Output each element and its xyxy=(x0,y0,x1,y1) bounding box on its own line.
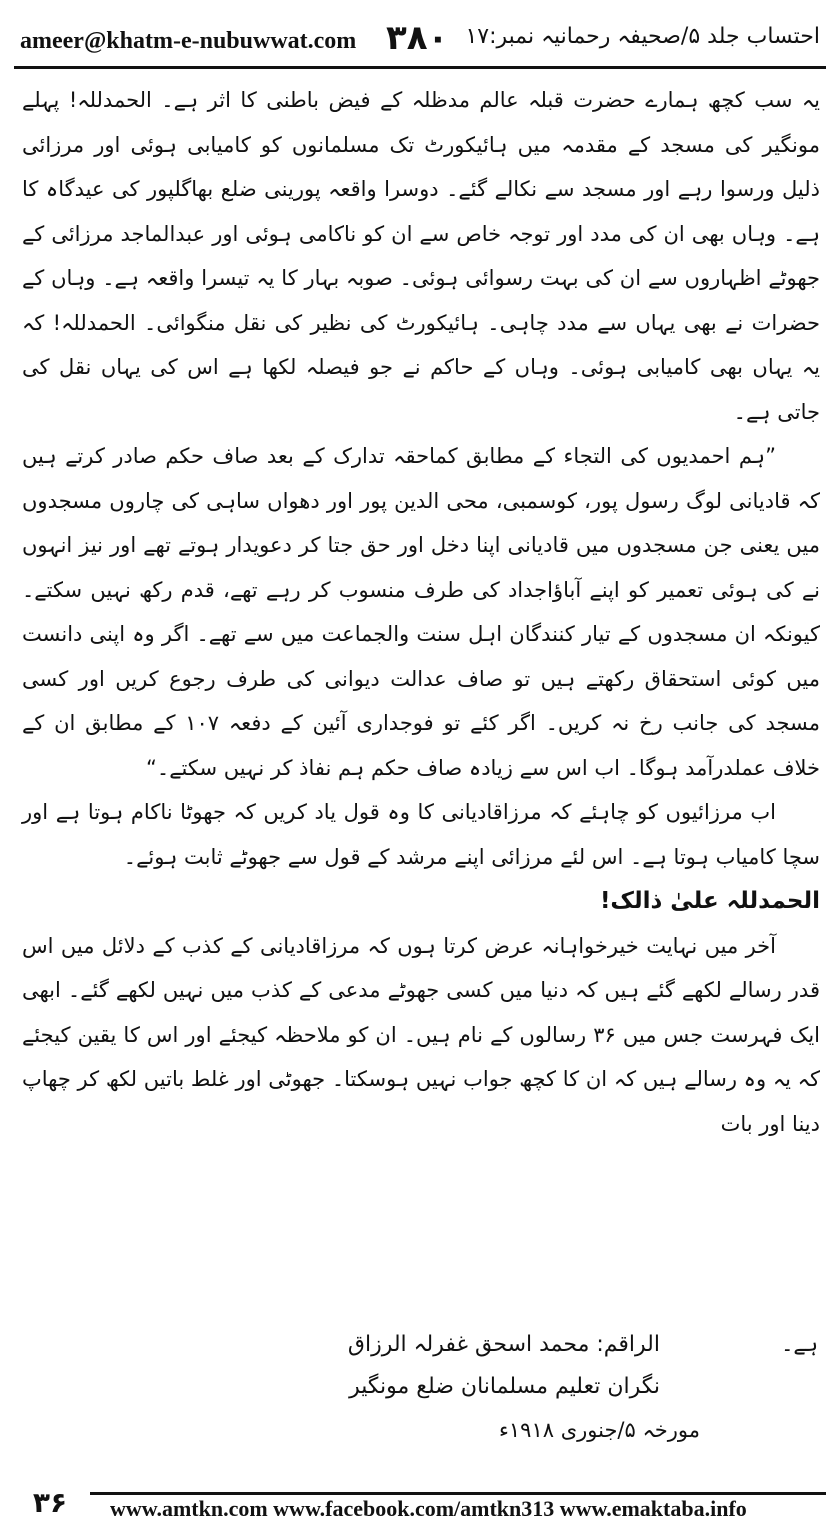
paragraph-1: یہ سب کچھ ہمارے حضرت قبلہ عالم مدظلہ کے فیض باطنی کا اثر ہے۔ الحمدللہ! پہلے مونگیر کی مسجد کے مقدمہ میں ہائیکورٹ تک مسلمانوں کو کامیابی ہوئی اور مرزائی ذلیل ورسوا رہے اور مسجد سے نکالے گئے۔ دوسرا واقعہ پورینی ضلع بھاگلپور کی عیدگاہ کا ہے۔ وہاں بھی ان کی مدد اور توجہ خاص سے ان کو ناکامی ہوئی اور عبدالماجد مرزائی کے جھوٹے اظہاروں سے ان کی بہت رسوائی ہوئی۔ صوبہ بہار کا یہ تیسرا واقعہ ہے۔ وہاں کے حضرات نے بھی یہاں سے مدد چاہی۔ ہائیکورٹ کی نظیر کی نقل منگوائی۔ الحمدللہ! کہ یہ یہاں بھی کامیابی ہوئی۔ وہاں کے حاکم نے جو فیصلہ لکھا ہے اس کی یہاں نقل کی جاتی ہے۔ xyxy=(22,88,820,424)
signature-title: نگران تعلیم مسلمانان ضلع مونگیر xyxy=(349,1374,660,1399)
praise-line: الحمدللہ علیٰ ذالک! xyxy=(599,888,820,914)
page-header xyxy=(14,14,826,58)
footer-divider xyxy=(90,1492,826,1495)
header-book-title: احتساب جلد ۵/صحیفہ رحمانیہ نمبر:۱۷ xyxy=(465,24,820,49)
header-page-number: ۳۸۰ xyxy=(386,18,449,58)
page-footer xyxy=(14,1482,826,1526)
paragraph-court-order: ”ہم احمدیوں کی التجاء کے مطابق کماحقہ تدارک کے بعد صاف حکم صادر کرتے ہیں کہ قادیانی لوگ رسول پور، کوسمبی، محی الدین پور اور دھواں ساہی کی چاروں مسجدوں میں یعنی جن مسجدوں میں قادیانی اپنا دخل اور حق جتا کر دعویدار ہوتے تھے اور نیز انہوں نے کی ہوئی تعمیر کو اپنے آباؤاجداد کی طرف منسوب کر رہے تھے، قدم رکھ نہیں سکتے۔ کیونکہ ان مسجدوں کے تیار کنندگان اہل سنت والجماعت میں سے تھے۔ اگر وہ اپنی دانست میں کوئی استحقاق رکھتے ہیں تو صاف عدالت دیوانی کی طرف رجوع کریں اور کسی مسجد کی جانب رخ نہ کریں۔ اگر کئے تو فوجداری آئین کے دفعہ ۱۰۷ کے مطابق ان کے خلاف عملدرآمد ہوگا۔ اب اس سے زیادہ صاف حکم ہم نفاذ کر نہیں سکتے۔“ xyxy=(22,444,821,780)
header-email[interactable]: ameer@khatm-e-nubuwwat.com xyxy=(20,28,357,54)
signature-block xyxy=(348,1324,660,1408)
main-text xyxy=(22,78,820,1146)
closing-word: ہے۔ xyxy=(781,1332,818,1356)
header-divider xyxy=(14,66,826,69)
signature-name: الراقم: محمد اسحق غفرلہ الرزاق xyxy=(347,1332,660,1357)
paragraph-3: اب مرزائیوں کو چاہئے کہ مرزاقادیانی کا وہ قول یاد کریں کہ جھوٹا ناکام ہوتا ہے اور سچا کامیاب ہوتا ہے۔ اس لئے مرزائی اپنے مرشد کے قول سے جھوٹے ثابت ہوئے۔ xyxy=(22,800,820,869)
paragraph-5: آخر میں نہایت خیرخواہانہ عرض کرتا ہوں کہ مرزاقادیانی کے کذب کے دلائل میں اس قدر رسالے لکھے گئے ہیں کہ دنیا میں کسی جھوٹے مدعی کے کذب میں نہیں لکھے گئے۔ ابھی ایک فہرست جس میں ۳۶ رسالوں کے نام ہیں۔ ان کو ملاحظہ کیجئے اور اس کا یقین کیجئے کہ یہ وہ رسالے ہیں کہ ان کا کچھ جواب نہیں ہوسکتا۔ جھوٹی اور غلط باتیں لکھ کر چھاپ دینا اور بات xyxy=(22,933,821,1136)
footer-links[interactable]: www.amtkn.com www.facebook.com/amtkn313 www.emaktaba.info xyxy=(110,1496,747,1521)
signature-date: مورخہ ۵/جنوری ۱۹۱۸ء xyxy=(499,1418,700,1442)
footer-page-number: ۳۶ xyxy=(32,1486,68,1519)
